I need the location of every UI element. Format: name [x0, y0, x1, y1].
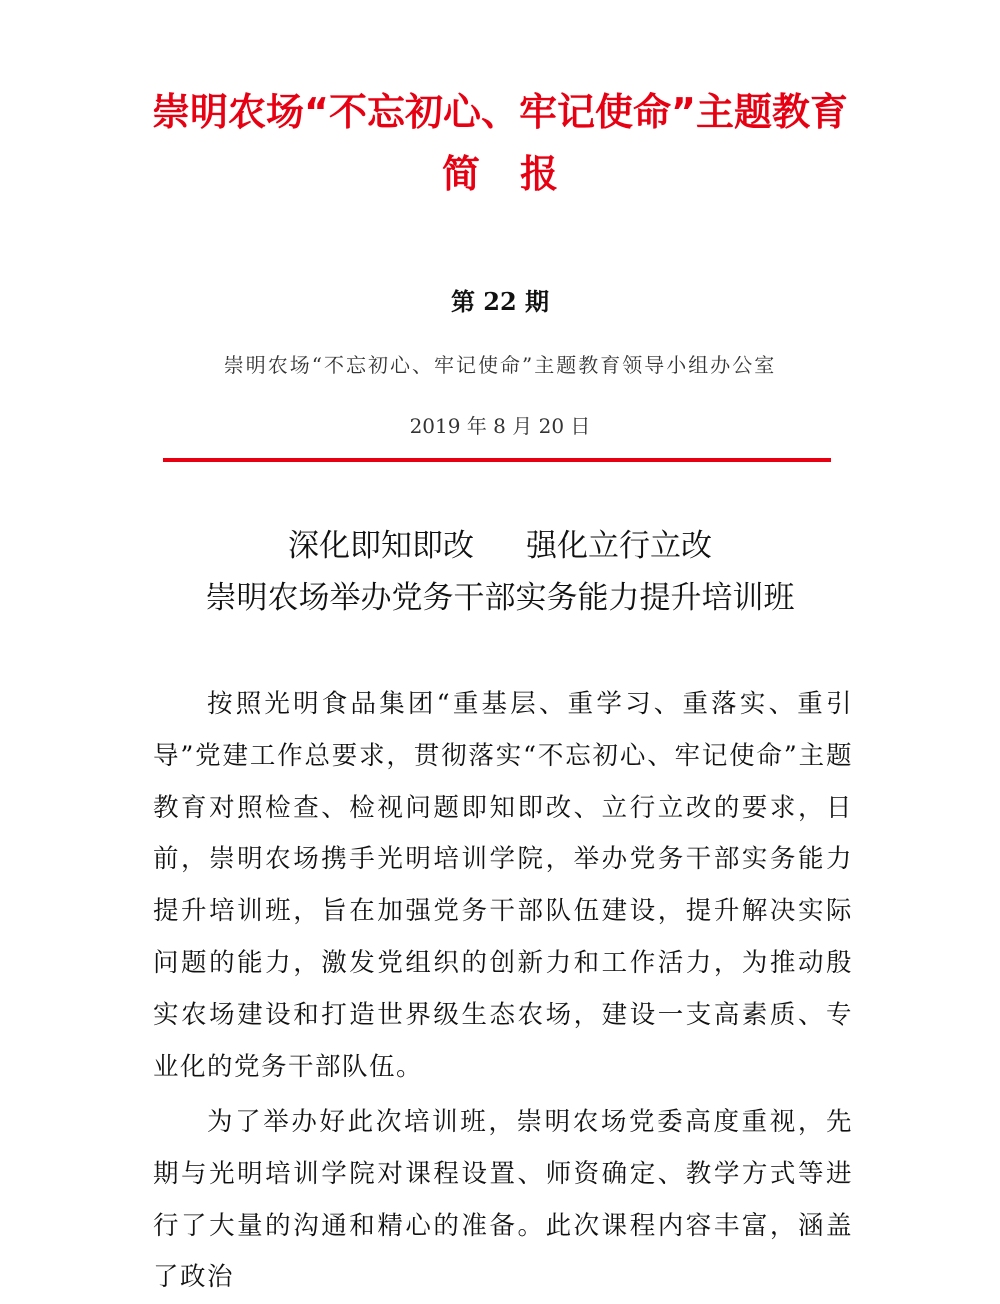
- body-paragraph-1: 按照光明食品集团“重基层、重学习、重落实、重引导”党建工作总要求，贯彻落实“不忘初心、牢记使命”主题教育对照检查、检视问题即知即改、立行立改的要求，日前，崇明农场携手光明培训学院，举办党务干部实务能力提升培训班，旨在加强党务干部队伍建设，提升解决实际问题的能力，激发党组织的创新力和工作活力，为推动殷实农场建设和打造世界级生态农场，建设一支高素质、专业化的党务干部队伍。: [153, 689, 853, 1082]
- masthead-title: 崇明农场“不忘初心、牢记使命”主题教育: [152, 90, 848, 134]
- headline-part-1: 深化即知即改: [288, 528, 474, 564]
- headline-line-1: [0, 524, 1000, 568]
- issue-number: 第 22 期: [450, 287, 550, 316]
- masthead-subtitle: 简报: [441, 152, 598, 196]
- issuing-office: 崇明农场“不忘初心、牢记使命”主题教育领导小组办公室: [223, 353, 777, 377]
- red-divider: [163, 458, 831, 462]
- headline-part-2: 强化立行立改: [526, 528, 712, 564]
- issue-date: 2019 年 8 月 20 日: [409, 414, 591, 438]
- headline-line-2: 崇明农场举办党务干部实务能力提升培训班: [205, 580, 795, 616]
- body-paragraph-2: 为了举办好此次培训班，崇明农场党委高度重视，先期与光明培训学院对课程设置、师资确定、教学方式等进行了大量的沟通和精心的准备。此次课程内容丰富，涵盖了政治: [153, 1107, 853, 1293]
